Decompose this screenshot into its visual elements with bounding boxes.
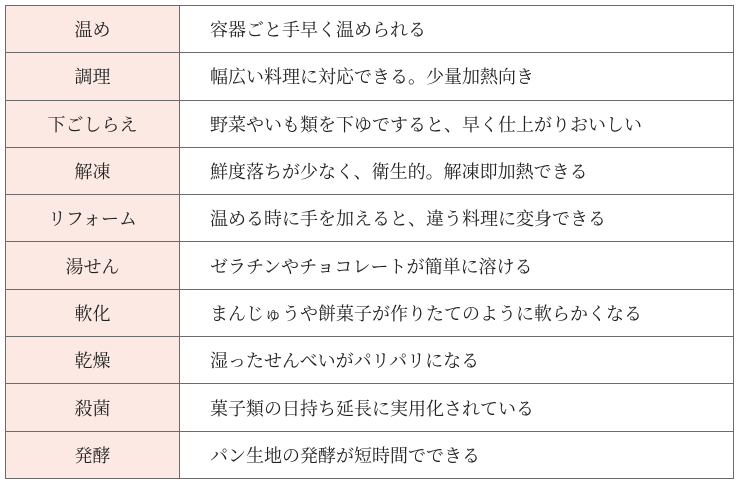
table-row xyxy=(6,289,734,336)
row-term: 下ごしらえ xyxy=(6,100,180,147)
row-term: 温め xyxy=(6,6,180,53)
row-description: 菓子類の日持ち延長に実用化されている xyxy=(180,384,734,431)
row-description: パン生地の発酵が短時間でできる xyxy=(180,431,734,478)
table-row xyxy=(6,100,734,147)
table-row xyxy=(6,147,734,194)
table-row xyxy=(6,242,734,289)
row-term: 解凍 xyxy=(6,147,180,194)
table-row xyxy=(6,431,734,478)
row-description: 湿ったせんべいがパリパリになる xyxy=(180,337,734,384)
microwave-uses-table-container xyxy=(5,5,734,479)
row-description: ゼラチンやチョコレートが簡単に溶ける xyxy=(180,242,734,289)
microwave-uses-table xyxy=(5,5,734,479)
table-row xyxy=(6,384,734,431)
row-description: 鮮度落ちが少なく、衛生的。解凍即加熱できる xyxy=(180,147,734,194)
table-row xyxy=(6,53,734,100)
row-description: 野菜やいも類を下ゆですると、早く仕上がりおいしい xyxy=(180,100,734,147)
row-term: 殺菌 xyxy=(6,384,180,431)
row-description: 温める時に手を加えると、違う料理に変身できる xyxy=(180,195,734,242)
row-description: 幅広い料理に対応できる。少量加熱向き xyxy=(180,53,734,100)
row-description: まんじゅうや餅菓子が作りたてのように軟らかくなる xyxy=(180,289,734,336)
row-description: 容器ごと手早く温められる xyxy=(180,6,734,53)
table-row xyxy=(6,195,734,242)
row-term: 乾燥 xyxy=(6,337,180,384)
row-term: 調理 xyxy=(6,53,180,100)
row-term: 湯せん xyxy=(6,242,180,289)
row-term: 軟化 xyxy=(6,289,180,336)
table-row xyxy=(6,337,734,384)
row-term: 発酵 xyxy=(6,431,180,478)
table-row xyxy=(6,6,734,53)
row-term: リフォーム xyxy=(6,195,180,242)
